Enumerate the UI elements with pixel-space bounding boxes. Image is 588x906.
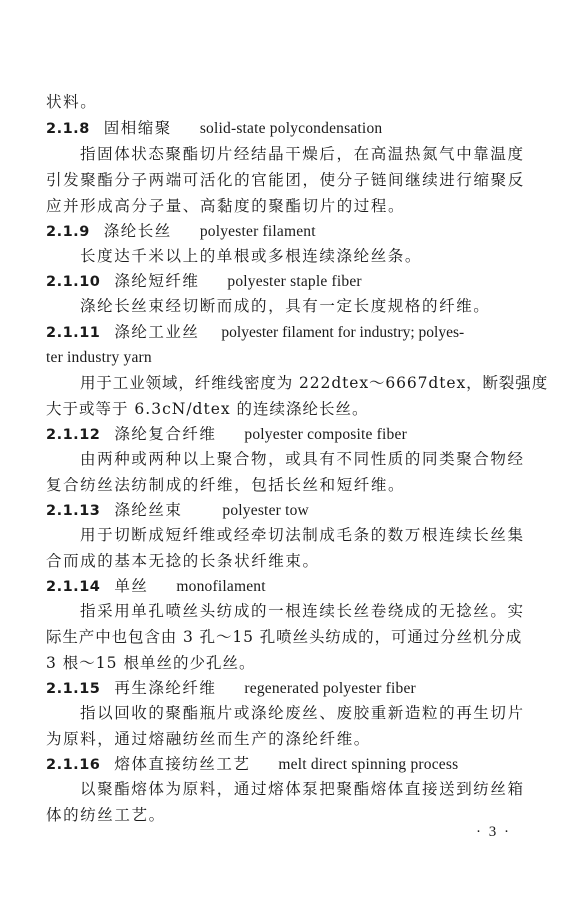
lead-in-text: 状料。 [46,93,98,111]
term-number: 2.1.16 [46,757,101,773]
term-number: 2.1.11 [46,325,101,341]
term-chinese: 固相缩聚 [103,119,172,137]
definition-line: 应并形成高分子量、高黏度的聚酯切片的过程。 [46,197,406,215]
definition-line: 体的纺丝工艺。 [46,806,166,824]
term-chinese: 涤纶丝束 [114,501,183,519]
definition-line: 为原料，通过熔融纺丝而生产的涤纶纤维。 [46,730,371,748]
definition-line: 用于切断成短纤维或经牵切法制成毛条的数万根连续长丝集 [80,526,525,544]
term-heading [46,500,309,521]
term-chinese: 涤纶长丝 [103,222,172,240]
term-chinese: 涤纶复合纤维 [114,425,217,443]
definition-line: 3 根～15 根单丝的少孔丝。 [46,654,256,672]
term-number: 2.1.9 [46,224,90,240]
term-chinese: 再生涤纶纤维 [114,679,217,697]
term-english-continued [46,347,152,368]
definition-line: 引发聚酯分子两端可活化的官能团，使分子链间继续进行缩聚反 [46,171,525,189]
term-number: 2.1.12 [46,427,101,443]
definition-line: 指固体状态聚酯切片经结晶干燥后，在高温热氮气中靠温度 [80,145,525,163]
term-english: monofilament [176,578,266,595]
definition-line: 用于工业领域，纤维线密度为 222dtex～6667dtex，断裂强度 [80,374,549,392]
term-english: polyester filament [199,223,316,240]
definition-line: 复合纺丝法纺制成的纤维，包括长丝和短纤维。 [46,476,406,494]
term-number: 2.1.15 [46,681,101,697]
page-number: · 3 · [476,824,511,840]
definition-line: 际生产中也包含由 3 孔～15 孔喷丝头纺成的，可通过分丝机分成 [46,628,523,646]
definition-line: 指采用单孔喷丝头纺成的一根连续长丝卷绕成的无捻丝。实 [80,602,525,620]
term-number: 2.1.14 [46,579,101,595]
definition-line: 合而成的基本无捻的长条状纤维束。 [46,552,320,570]
term-english: polyester tow [222,502,309,519]
definition-line: 由两种或两种以上聚合物，或具有不同性质的同类聚合物经 [80,450,525,468]
term-chinese: 涤纶短纤维 [114,272,200,290]
term-number: 2.1.8 [46,121,90,137]
term-heading [46,678,416,699]
term-heading [46,424,407,445]
term-chinese: 涤纶工业丝 [114,323,200,341]
term-heading [46,271,362,292]
term-number: 2.1.13 [46,503,101,519]
definition-line: 大于或等于 6.3cN/dtex 的连续涤纶长丝。 [46,400,369,418]
term-heading [46,221,316,242]
definition-line: 以聚酯熔体为原料，通过熔体泵把聚酯熔体直接送到纺丝箱 [80,780,525,798]
definition-line: 长度达千米以上的单根或多根连续涤纶丝条。 [80,247,423,265]
definition-line: 指以回收的聚酯瓶片或涤纶废丝、废胶重新造粒的再生切片 [80,704,525,722]
definition-line: 涤纶长丝束经切断而成的，具有一定长度规格的纤维。 [80,297,491,315]
term-heading [46,576,266,597]
term-english: solid-state polycondensation [199,120,383,137]
term-english: polyester composite fiber [244,426,407,443]
term-heading [46,754,458,775]
term-english: ter industry yarn [46,349,152,366]
term-english: polyester filament for industry; polyes- [221,324,465,341]
term-number: 2.1.10 [46,274,101,290]
term-english: melt direct spinning process [278,756,459,773]
term-chinese: 单丝 [114,577,149,595]
term-english: polyester staple fiber [227,273,362,290]
term-english: regenerated polyester fiber [244,680,416,697]
term-heading [46,118,382,139]
term-chinese: 熔体直接纺丝工艺 [114,755,251,773]
term-heading [46,322,464,343]
